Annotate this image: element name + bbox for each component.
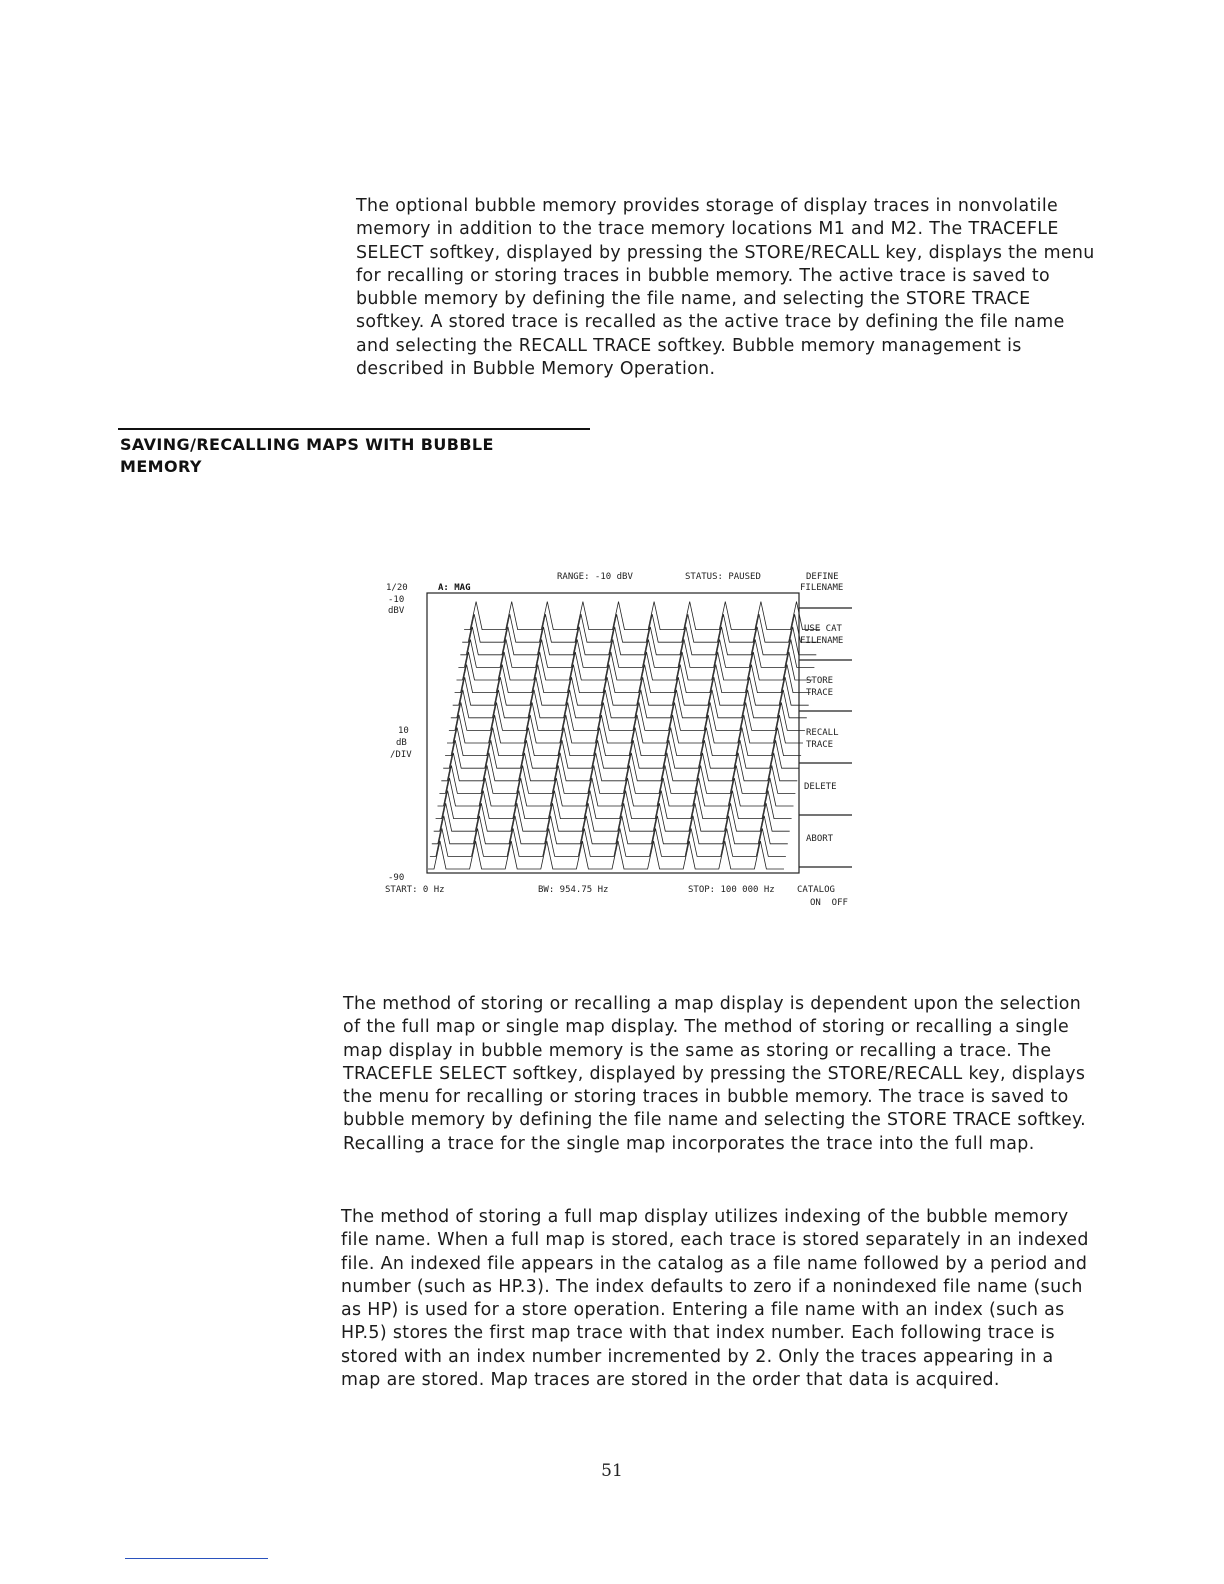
scale-value: 10 bbox=[398, 726, 409, 736]
softkey-define-line2[interactable]: FILENAME bbox=[800, 583, 844, 593]
intro-paragraph: The optional bubble memory provides storage of display traces in nonvolatile memory in addition to the trace memory locations M1 and M2. The TRACEFLE SELECT softkey, displayed by pressing the STORE/RECALL key, displays the menu for recalling or storing traces in bubble memory. The active trace is saved to bubble memory by defining the file name, and selecting the STORE TRACE softkey. A stored trace is recalled as the active trace by defining the file name and selecting the RECALL TRACE softkey. Bubble memory management is described in Bubble Memory Operation. bbox=[356, 196, 1095, 380]
softkey-catalog-line1[interactable]: CATALOG bbox=[797, 885, 835, 895]
softkey-store-line2[interactable]: TRACE bbox=[806, 688, 834, 698]
range-readout: RANGE: -10 dBV bbox=[557, 572, 633, 582]
start-readout: START: 0 Hz bbox=[385, 885, 445, 895]
softkey-catalog-line2[interactable]: ON OFF bbox=[810, 898, 848, 908]
page-number: 51 bbox=[601, 1461, 623, 1481]
softkey-abort[interactable]: ABORT bbox=[806, 834, 834, 844]
analyzer-display-svg bbox=[380, 565, 860, 910]
stop-readout: STOP: 100 000 Hz bbox=[688, 885, 775, 895]
ref-unit: dBV bbox=[388, 606, 405, 616]
full-map-paragraph: The method of storing a full map display utilizes indexing of the bubble memory file name. When a full map is stored, each trace is stored separately in an indexed file. An indexed file appears in the catalog as a file name followed by a period and number (such as HP.3). The index defaults to zero if a nonindexed file name (such as HP) is used for a store operation. Entering a file name with an index (such as HP.5) stores the first map trace with that index number. Each following trace is stored with an index number incremented by 2. Only the traces appearing in a map are stored. Map traces are stored in the order that data is acquired. bbox=[341, 1207, 1089, 1391]
analyzer-display-figure bbox=[380, 565, 860, 910]
softkey-recall-line2[interactable]: TRACE bbox=[806, 740, 834, 750]
status-readout: STATUS: PAUSED bbox=[685, 572, 761, 582]
trace-label: A: MAG bbox=[438, 583, 471, 593]
bottom-level: -90 bbox=[388, 873, 405, 883]
softkey-store-line1[interactable]: STORE bbox=[806, 676, 834, 686]
waterfall-map bbox=[428, 602, 820, 869]
section-heading: SAVING/RECALLING MAPS WITH BUBBLE MEMORY bbox=[120, 435, 494, 476]
softkey-use-cat-line2[interactable]: FILENAME bbox=[800, 636, 844, 646]
softkey-delete[interactable]: DELETE bbox=[804, 782, 837, 792]
section-rule bbox=[118, 428, 590, 430]
map-trace bbox=[464, 602, 820, 630]
single-map-paragraph: The method of storing or recalling a map display is dependent upon the selection of the full map or single map display. The method of storing or recalling a single map display in bubble memory is the same as storing or recalling a trace. The TRACEFLE SELECT softkey, displayed by pressing the STORE/RECALL key, displays the menu for recalling or storing traces in bubble memory. The trace is saved to bubble memory by defining the file name and selecting the STORE TRACE softkey. Recalling a trace for the single map incorporates the trace into the full map. bbox=[343, 994, 1087, 1154]
softkey-define-line1[interactable]: DEFINE bbox=[806, 572, 839, 582]
scale-unit: dB bbox=[396, 738, 407, 748]
softkey-recall-line1[interactable]: RECALL bbox=[806, 728, 839, 738]
trace-index: 1/20 bbox=[386, 583, 408, 593]
footer-rule bbox=[125, 1558, 268, 1559]
softkey-use-cat-line1[interactable]: USE CAT bbox=[804, 624, 842, 634]
bandwidth-readout: BW: 954.75 Hz bbox=[538, 885, 609, 895]
scale-per: /DIV bbox=[390, 750, 412, 760]
ref-level: -10 bbox=[388, 595, 405, 605]
